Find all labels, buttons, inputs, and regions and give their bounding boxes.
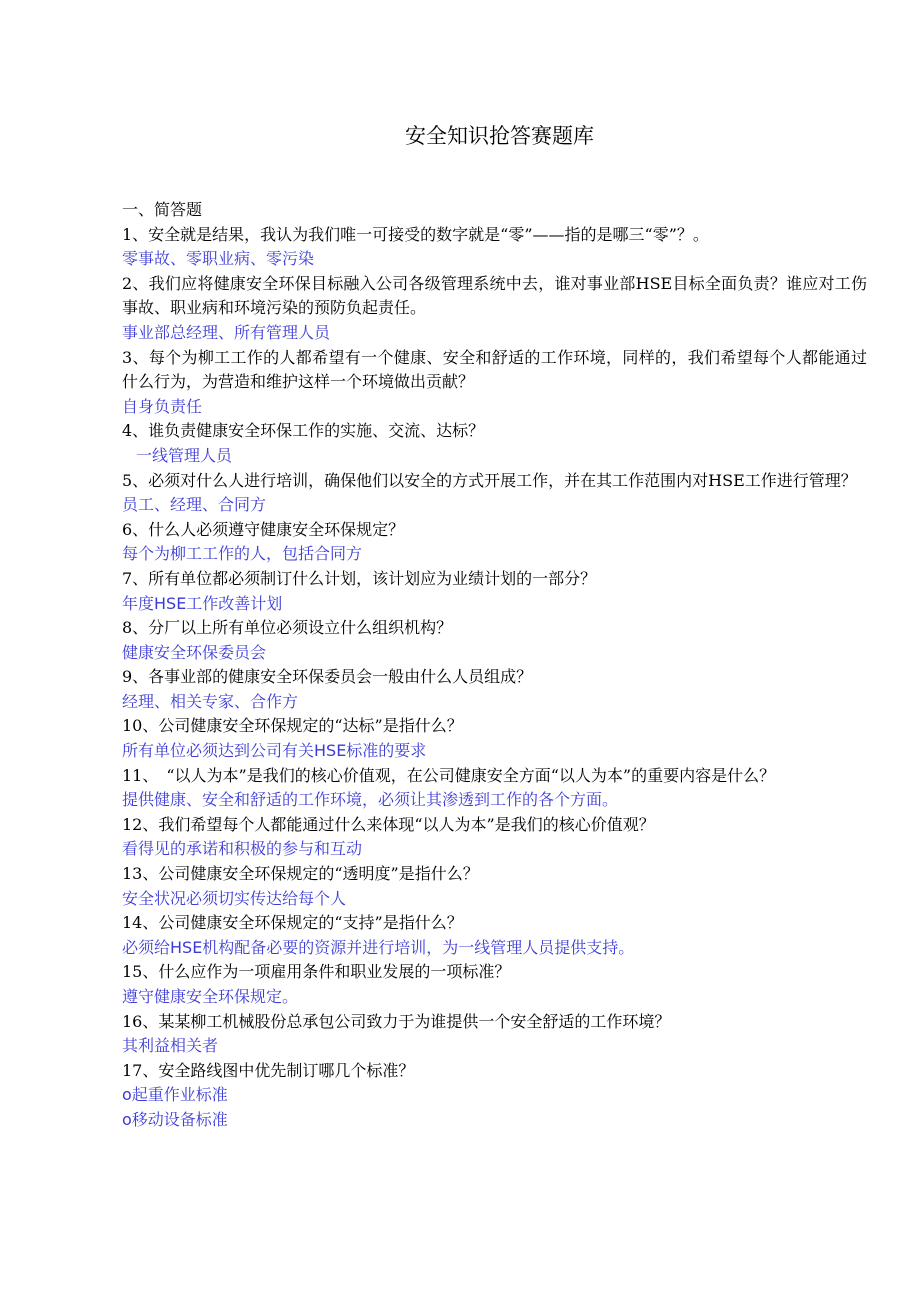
answer-17-item-2: o移动设备标准 — [122, 1109, 228, 1129]
question-13: 13、公司健康安全环保规定的“透明度”是指什么？ — [122, 864, 479, 884]
answer-17-item-1: o起重作业标准 — [122, 1085, 228, 1105]
answer-10: 所有单位必须达到公司有关HSE标准的要求 — [122, 741, 427, 761]
answer-15: 遵守健康安全环保规定。 — [122, 987, 299, 1006]
question-15: 15、什么应作为一项雇用条件和职业发展的一项标准？ — [122, 962, 511, 982]
question-17: 17、安全路线图中优先制订哪几个标准？ — [122, 1060, 415, 1080]
question-9: 9、各事业部的健康安全环保委员会一般由什么人员组成？ — [122, 667, 533, 687]
question-10: 10、公司健康安全环保规定的“达标”是指什么？ — [122, 716, 463, 736]
question-6: 6、什么人必须遵守健康安全环保规定？ — [122, 519, 405, 539]
question-11: 11、 “以人为本”是我们的核心价值观，在公司健康安全方面“以人为本”的重要内容是什么？ — [122, 765, 776, 785]
answer-11: 提供健康、安全和舒适的工作环境，必须让其渗透到工作的各个方面。 — [122, 790, 619, 810]
answer-3: 自身负责任 — [122, 396, 203, 416]
answer-6: 每个为柳工工作的人，包括合同方 — [122, 544, 363, 564]
question-7: 7、所有单位都必须制订什么计划，该计划应为业绩计划的一部分？ — [122, 568, 597, 588]
question-4: 4、谁负责健康安全环保工作的实施、交流、达标？ — [122, 421, 485, 441]
document-body — [122, 198, 867, 1133]
question-2: 2、我们应将健康安全环保目标融入公司各级管理系统中去，谁对事业部HSE目标全面负责？谁应对工伤事故、职业病和环境污染的预防负起责任。 — [122, 273, 867, 318]
answer-4: 一线管理人员 — [136, 445, 233, 465]
answer-9: 经理、相关专家、合作方 — [122, 691, 299, 711]
document-page — [122, 118, 867, 1133]
question-3: 3、每个为柳工工作的人都希望有一个健康、安全和舒适的工作环境，同样的，我们希望每个人都能通过什么行为，为营造和维护这样一个环境做出贡献？ — [122, 347, 867, 392]
answer-12: 看得见的承诺和积极的参与和互动 — [122, 839, 363, 859]
answer-1: 零事故、零职业病、零污染 — [122, 249, 315, 269]
answer-13: 安全状况必须切实传达给每个人 — [122, 888, 347, 908]
answer-14: 必须给HSE机构配备必要的资源并进行培训，为一线管理人员提供支持。 — [122, 937, 635, 957]
answer-7: 年度HSE工作改善计划 — [122, 593, 283, 613]
question-8: 8、分厂以上所有单位必须设立什么组织机构？ — [122, 618, 453, 638]
answer-2: 事业部总经理、所有管理人员 — [122, 322, 331, 342]
section-heading: 一、简答题 — [122, 200, 203, 219]
question-16: 16、某某柳工机械股份总承包公司致力于为谁提供一个安全舒适的工作环境？ — [122, 1011, 671, 1031]
question-14: 14、公司健康安全环保规定的“支持”是指什么？ — [122, 913, 463, 933]
document-title: 安全知识抢答赛题库 — [405, 124, 594, 148]
answer-8: 健康安全环保委员会 — [122, 642, 267, 662]
question-5: 5、必须对什么人进行培训，确保他们以安全的方式开展工作，并在其工作范围内对HSE工作进行管理？ — [122, 470, 857, 490]
answer-5: 员工、经理、合同方 — [122, 495, 267, 515]
answer-16: 其利益相关者 — [122, 1036, 219, 1056]
question-12: 12、我们希望每个人都能通过什么来体现“以人为本”是我们的核心价值观？ — [122, 814, 655, 834]
question-1: 1、安全就是结果，我认为我们唯一可接受的数字就是“零”——指的是哪三“零”？。 — [122, 224, 709, 244]
